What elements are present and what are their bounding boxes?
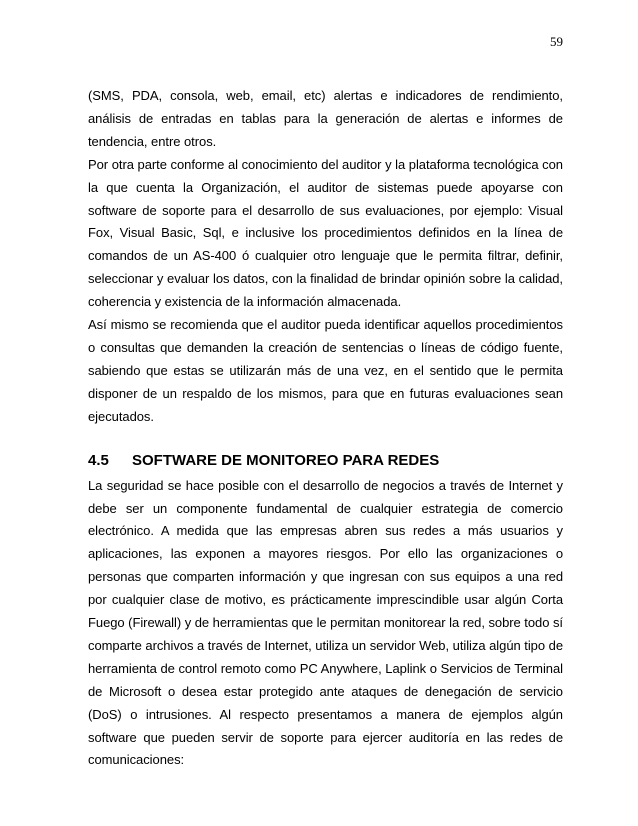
paragraph-network-security: La seguridad se hace posible con el desarrollo de negocios a través de Internet y debe ser un componente fundamental de cualquier estrategia de comercio electrónico. A medida que las empresas abren sus redes a más usuarios y aplicaciones, las exponen a mayores riesgos. Por ello las organizaciones o personas que comparten información y que ingresan con sus equipos a una red por cualquier clase de motivo, es prácticamente imprescindible usar algún Corta Fuego (Firewall) y de herramientas que le permitan monitorear la red, sobre todo sí comparte archivos a través de Internet, utiliza un servidor Web, utiliza algún tipo de herramienta de control remoto como PC Anywhere, Laplink o Servicios de Terminal de Microsoft o desea estar protegido ante ataques de denegación de servicio (DoS) o intrusiones. Al respecto presentamos a manera de ejemplos algún software que pueden servir de soporte para ejercer auditoría en las redes de comunicaciones: [88, 477, 563, 768]
section-heading [88, 451, 563, 475]
section-title: SOFTWARE DE MONITOREO PARA REDES [132, 451, 440, 469]
paragraph-support-software: Por otra parte conforme al conocimiento del auditor y la plataforma tecnológica con la que cuenta la Organización, el auditor de sistemas puede apoyarse con software de soporte para el desarrollo de sus evaluaciones, por ejemplo: Visual Fox, Visual Basic, Sql, e inclusive los procedimientos definidos en la línea de comandos de un AS-400 ó cualquier otro lenguaje que le permita filtrar, definir, seleccionar y evaluar los datos, con la finalidad de brindar opinión sobre la calidad, coherencia y existencia de la información almacenada. [88, 156, 563, 310]
document-body [88, 85, 563, 772]
paragraph-reusable-queries: Así mismo se recomienda que el auditor pueda identificar aquellos procedimientos o consultas que demanden la creación de sentencias o líneas de código fuente, sabiendo que estas se utilizarán más de una vez, en el sentido que le permita disponer de un respaldo de los mismos, para que en futuras evaluaciones sean ejecutados. [88, 317, 563, 424]
page-number: 59 [550, 34, 563, 49]
paragraph-communication-channels: (SMS, PDA, consola, web, email, etc) alertas e indicadores de rendimiento, análisis de entradas en tablas para la generación de alertas e informes de tendencia, entre otros. [88, 88, 563, 149]
section-number: 4.5 [88, 451, 109, 469]
